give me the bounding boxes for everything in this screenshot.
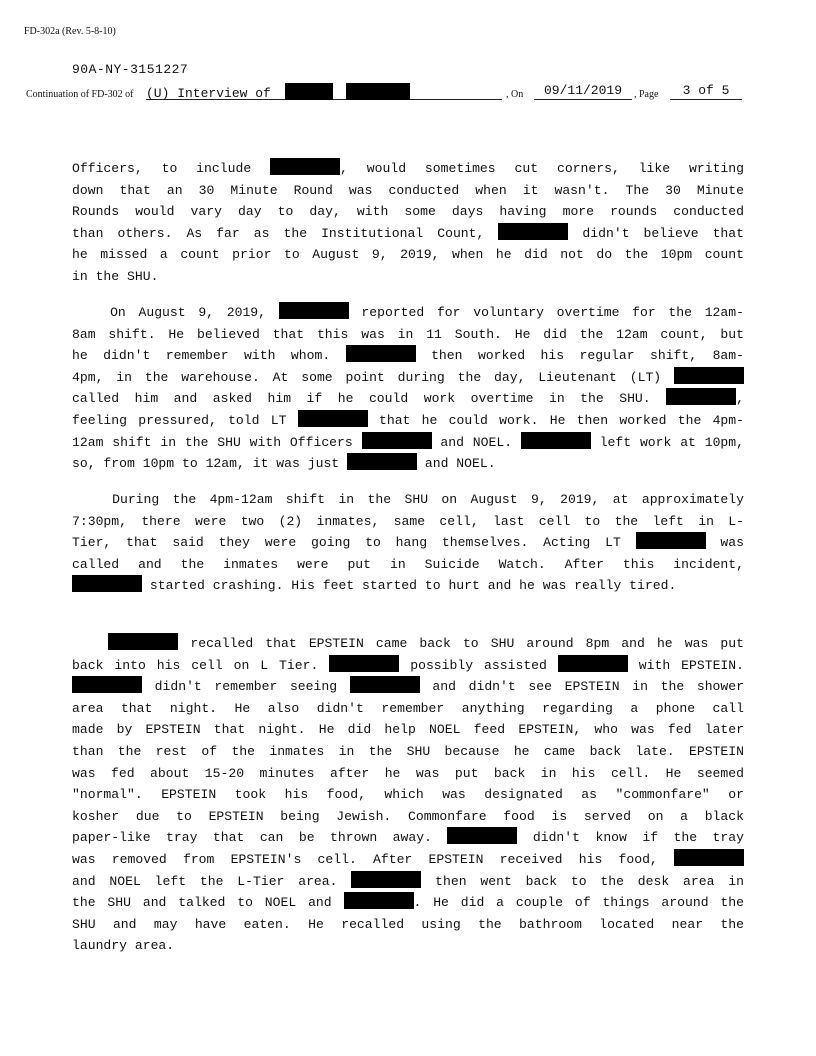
text-line: [72, 432, 744, 454]
text-segment: recalled that EPSTEIN came back to SHU around 8pm and he was put: [178, 636, 744, 651]
text-line: [72, 784, 744, 806]
text-segment: didn't remember seeing: [142, 679, 350, 695]
paragraph-4: [72, 633, 744, 957]
text-line: [72, 741, 744, 763]
text-segment: so, from 10pm to 12am, it was just: [72, 456, 348, 472]
text-segment: area that night. He also didn't remember anything regarding a phone call: [72, 700, 744, 716]
text-segment: and NOEL.: [431, 434, 521, 450]
text-line: [72, 719, 744, 741]
text-segment: and NOEL left the L-Tier area.: [72, 873, 352, 889]
redaction-block: [285, 83, 333, 100]
redaction-block: [344, 892, 414, 909]
form-id: FD-302a (Rev. 5-8-10): [24, 26, 116, 37]
redaction-block: [558, 655, 628, 672]
text-segment: Rounds would vary day to day, with some days having more rounds conducted: [72, 204, 744, 220]
text-segment: called and the inmates were put in Suicide Watch. After this incident,: [72, 556, 744, 572]
text-segment: SHU and may have eaten. He recalled using the bathroom located near the: [72, 916, 744, 932]
date-field: 09/11/2019: [534, 83, 632, 100]
text-segment: Officers, to include: [72, 161, 271, 176]
text-segment: that he could work. He then worked the 4pm-: [367, 412, 745, 428]
text-segment: [72, 636, 108, 651]
paragraph-1: [72, 158, 744, 288]
text-segment: the SHU and talked to NOEL and: [72, 895, 344, 911]
text-line: [72, 871, 744, 893]
text-line: [72, 554, 744, 576]
text-segment: then worked his regular shift, 8am-: [415, 348, 744, 364]
text-segment: On August 9, 2019,: [72, 305, 279, 320]
text-line: [72, 532, 744, 554]
text-segment: down that an 30 Minute Round was conducted when it wasn't. The 30 Minute: [72, 182, 744, 198]
text-line: [72, 935, 744, 957]
text-segment: "normal". EPSTEIN took his food, which was designated as "commonfare" or: [72, 787, 744, 803]
text-segment: left work at 10pm,: [590, 434, 745, 450]
text-segment: reported for voluntary overtime for the 12am-: [348, 305, 744, 320]
text-segment: and NOEL.: [417, 456, 496, 472]
text-line: [72, 763, 744, 785]
text-line: [72, 367, 744, 389]
redaction-block: [72, 676, 142, 693]
text-segment: in the SHU.: [72, 268, 159, 284]
text-segment: . He did a couple of things around the: [413, 895, 744, 911]
redaction-block: [108, 633, 178, 650]
text-line: [72, 223, 744, 245]
text-segment: Tier, that said they were going to hang themselves. Acting LT: [72, 535, 636, 551]
text-segment: During the 4pm-12am shift in the SHU on August 9, 2019, at approximately: [72, 492, 744, 507]
text-line: [72, 655, 744, 677]
file-number: 90A-NY-3151227: [72, 62, 189, 77]
page-number-field: 3 of 5: [670, 83, 742, 100]
interview-title: (U) Interview of: [146, 86, 271, 101]
text-segment: back into his cell on L Tier.: [72, 657, 330, 673]
text-line: [72, 158, 744, 180]
text-segment: and didn't see EPSTEIN in the shower: [419, 679, 744, 695]
redaction-block: [636, 532, 706, 549]
text-line: [72, 914, 744, 936]
on-label: , On: [506, 89, 524, 100]
text-line: [72, 849, 744, 871]
text-segment: was: [705, 535, 744, 551]
text-segment: feeling pressured, told LT: [72, 412, 298, 428]
text-line: [72, 575, 744, 597]
text-line: [72, 201, 744, 223]
text-segment: possibly assisted: [399, 657, 558, 673]
continuation-row: [26, 83, 746, 103]
text-line: [72, 453, 744, 475]
text-line: [72, 244, 744, 266]
redaction-block: [346, 83, 410, 100]
text-line: [72, 345, 744, 367]
text-segment: kosher due to EPSTEIN being Jewish. Commonfare food is served on a black: [72, 808, 744, 824]
text-segment: called him and asked him if he could work overtime in the SHU.: [72, 391, 667, 407]
text-segment: 4pm, in the warehouse. At some point during the day, Lieutenant (LT): [72, 369, 674, 385]
redaction-block: [298, 410, 368, 427]
text-line: [72, 806, 744, 828]
redaction-block: [346, 345, 416, 362]
continuation-label: Continuation of FD-302 of: [26, 89, 134, 100]
text-line: [72, 892, 744, 914]
redaction-block: [72, 575, 142, 592]
text-line: [72, 633, 744, 655]
redaction-block: [270, 158, 340, 175]
redaction-block: [521, 432, 591, 449]
text-segment: started crashing. His feet started to hurt and he was really tired.: [142, 578, 677, 594]
redaction-block: [279, 302, 349, 319]
text-line: [72, 489, 744, 511]
text-segment: laundry area.: [72, 938, 175, 954]
text-line: [72, 676, 744, 698]
redaction-block: [351, 871, 421, 888]
redaction-block: [447, 827, 517, 844]
text-segment: 12am shift in the SHU with Officers: [72, 434, 362, 450]
text-segment: , would sometimes cut corners, like writing: [340, 161, 744, 176]
text-segment: was removed from EPSTEIN's cell. After EPSTEIN received his food,: [72, 851, 674, 867]
redaction-block: [362, 432, 432, 449]
redaction-block: [674, 849, 744, 866]
redaction-block: [674, 367, 744, 384]
redaction-block: [347, 453, 417, 470]
text-segment: with EPSTEIN.: [627, 657, 745, 673]
text-line: [72, 266, 744, 288]
text-line: [72, 698, 744, 720]
redaction-block: [498, 223, 568, 240]
text-segment: 8am shift. He believed that this was in 11 South. He did the 12am count, but: [72, 326, 744, 342]
text-line: [72, 511, 744, 533]
text-segment: ,: [736, 391, 744, 407]
text-segment: he didn't remember with whom.: [72, 348, 346, 364]
text-line: [72, 324, 744, 346]
paragraph-3: [72, 489, 744, 597]
interview-title-field: [146, 83, 502, 100]
text-segment: then went back to the desk area in: [421, 873, 744, 889]
text-line: [72, 302, 744, 324]
paragraph-2: [72, 302, 744, 475]
text-segment: made by EPSTEIN that night. He did help NOEL feed EPSTEIN, who was fed later: [72, 722, 744, 738]
text-line: [72, 827, 744, 849]
redaction-block: [329, 655, 399, 672]
text-segment: paper-like tray that can be thrown away.: [72, 830, 448, 846]
text-line: [72, 180, 744, 202]
text-segment: didn't know if the tray: [517, 830, 744, 846]
text-segment: didn't believe that: [568, 225, 744, 241]
text-segment: than the rest of the inmates in the SHU because he came back late. EPSTEIN: [72, 743, 744, 759]
text-segment: he missed a count prior to August 9, 2019, when he did not do the 10pm count: [72, 247, 744, 263]
text-segment: 7:30pm, there were two (2) inmates, same cell, last cell to the left in L-: [72, 513, 744, 529]
page-label: , Page: [634, 89, 659, 100]
redaction-block: [666, 388, 736, 405]
text-line: [72, 410, 744, 432]
redaction-block: [350, 676, 420, 693]
text-segment: than others. As far as the Institutional Count,: [72, 225, 499, 241]
text-line: [72, 388, 744, 410]
text-segment: was fed about 15-20 minutes after he was put back in his cell. He seemed: [72, 765, 744, 781]
